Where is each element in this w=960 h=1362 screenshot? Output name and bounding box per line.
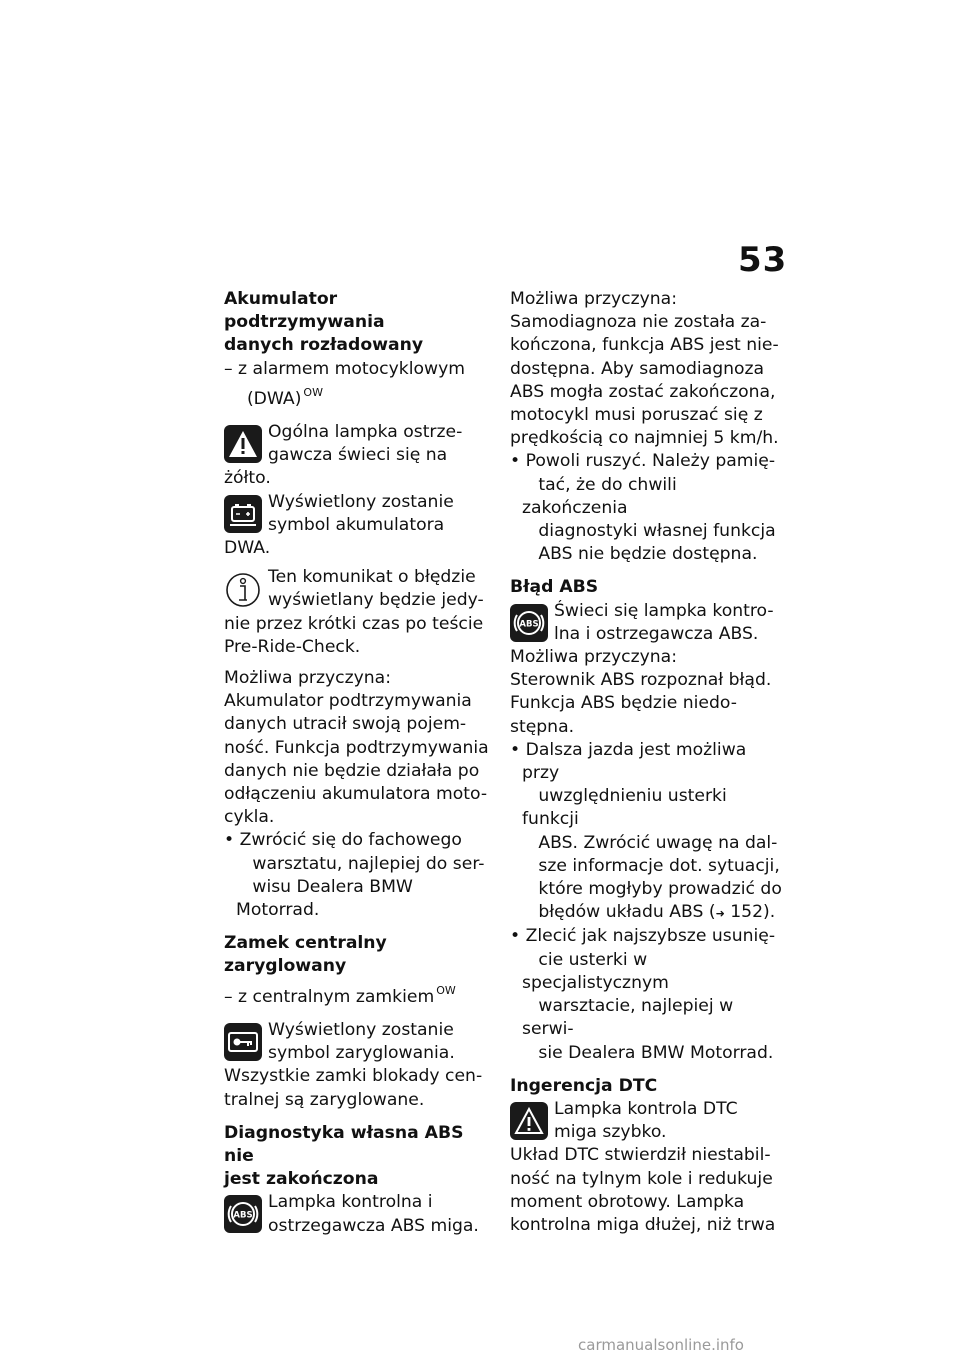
lock-text: Wyświetlony zostanie symbol zaryglowania. Wszystkie zamki blokady cen- tralnej są zaryglowane. — [224, 1019, 483, 1110]
cause-label: Możliwa przyczyna: — [224, 668, 391, 689]
right-column — [510, 288, 782, 1237]
section-title-dtc: Ingerencja DTC — [510, 1075, 658, 1096]
battery-text: Wyświetlony zostanie symbol akumulatora DWA. — [224, 491, 454, 559]
cause-text-abs: Samodiagnoza nie została za- kończona, funkcja ABS jest nie- dostępna. Aby samodiagnoza ABS mogła zostać zakończona, motocykl musi poruszać się z prędkością co najmniej 5 km/h. — [510, 312, 779, 449]
battery-icon — [224, 495, 262, 533]
abs-blink-text: Lampka kontrolna i ostrzegawcza ABS miga. — [268, 1192, 479, 1236]
page-ref-arrow-icon[interactable]: ➜ — [715, 907, 725, 921]
footer-watermark: carmanualsonline.info — [578, 1336, 744, 1354]
dtc-description: Układ DTC stwierdził niestabil- ność na tylnym kole i redukuje moment obrotowy. Lampka kontrolna miga dłużej, niż trwa — [510, 1145, 776, 1235]
info-icon — [224, 570, 262, 608]
section-title-central-lock: Zamek centralny zaryglowany — [224, 933, 387, 977]
svg-text:ABS: ABS — [233, 1210, 253, 1221]
warning-text: Ogólna lampka ostrze- gawcza świeci się na żółto. — [224, 422, 463, 489]
abs-lit-text: Świeci się lampka kontro- lna i ostrzegawcza ABS. — [554, 600, 774, 644]
bullet-workshop: • Zwrócić się do fachowego warsztatu, najlepiej do ser- wisu Dealera BMW Motorrad. — [224, 830, 485, 921]
abs-icon — [510, 604, 548, 642]
bullet-continue-riding: • Dalsza jazda jest możliwa przy uwzględnieniu usterki funkcji ABS. Zwrócić uwagę na dal- sze informacje dot. sytuacji, które mogłyby prowadzić do błędów układu ABS (➜ 152). — [510, 739, 782, 923]
bullet-slow-start: • Powoli ruszyć. Należy pamię- tać, że do chwili zakończenia diagnostyki własnej funkcja ABS nie będzie dostępna. — [510, 451, 776, 565]
dash-item-dwa: – z alarmem motocyklowym (DWA) $^{OW}$ — [224, 358, 466, 409]
left-column — [224, 288, 490, 1238]
cause-label-abs: Możliwa przyczyna: — [510, 289, 677, 309]
section-title-abs-error: Błąd ABS — [510, 577, 599, 598]
section-title-abs-diag: Diagnostyka własna ABS nie jest zakończona — [224, 1122, 464, 1190]
bullet-repair: • Zlecić jak najszybsze usunię- cie usterki w specjalistycznym warsztacie, najlepiej w serwi- sie Dealera BMW Motorrad. — [510, 926, 776, 1063]
key-lock-icon — [224, 1023, 262, 1061]
cause-label-abs-error: Możliwa przyczyna: — [510, 647, 677, 668]
svg-text:ABS: ABS — [519, 619, 539, 630]
dtc-icon — [510, 1102, 548, 1140]
dash-item-central-lock: – z centralnym zamkiem $^{OW}$ — [224, 983, 456, 1007]
dtc-blink-text: Lampka kontrola DTC miga szybko. — [554, 1098, 738, 1143]
section-title-battery: Akumulator podtrzymywania danych rozładowany — [224, 289, 424, 356]
cause-text-abs-error: Sterownik ABS rozpoznał błąd. Funkcja ABS będzie niedo- stępna. — [510, 670, 772, 737]
info-text: Ten komunikat o błędzie wyświetlany będzie jedy- nie przez krótki czas po teście Pre-Ride-Check. — [224, 567, 484, 657]
page-ref-link[interactable]: 152). — [730, 902, 776, 923]
warning-triangle-icon — [224, 425, 262, 463]
page-number: 53 — [738, 240, 788, 280]
abs-icon — [224, 1195, 262, 1233]
cause-text: Akumulator podtrzymywania danych utracił swoją pojem- ność. Funkcja podtrzymywania danych nie będzie działała po odłączeniu akumulatora moto- cykla. — [224, 691, 489, 828]
